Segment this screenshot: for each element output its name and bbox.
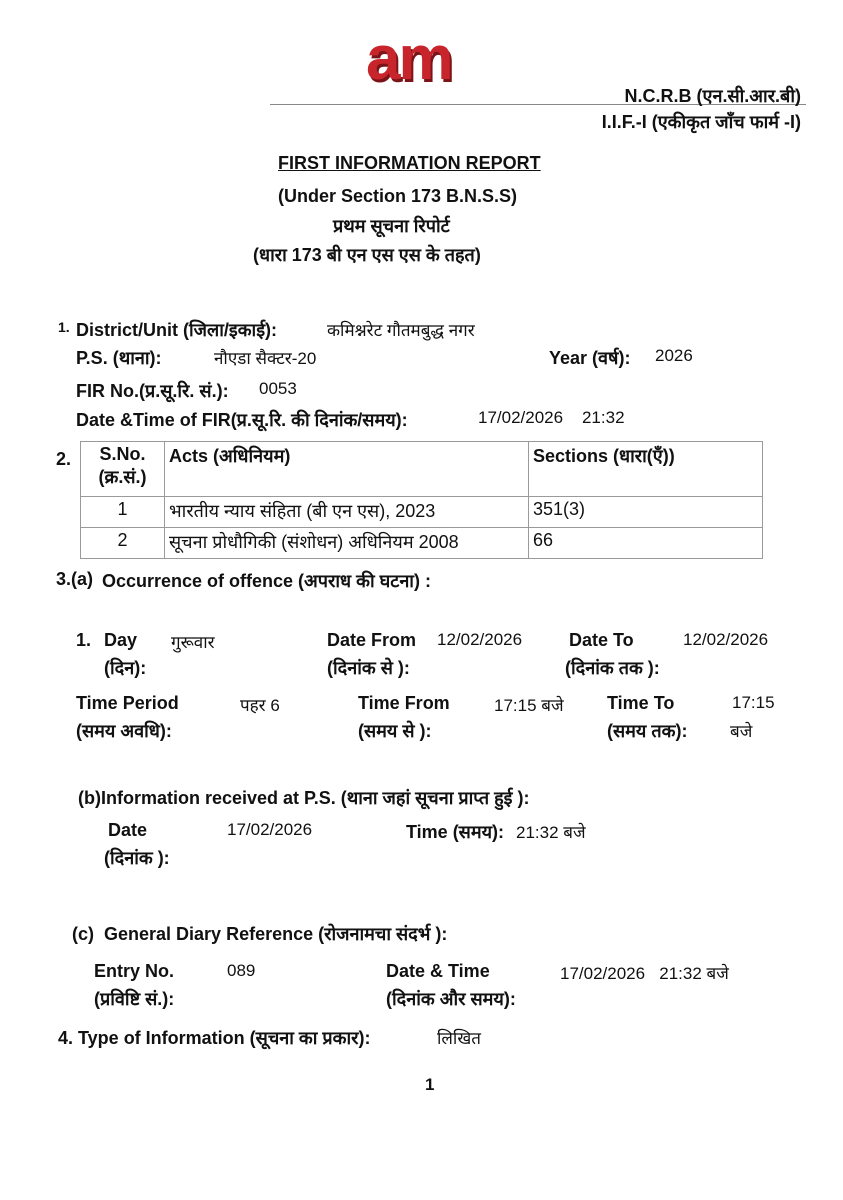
info-type-label: 4. Type of Information (सूचना का प्रकार):: [58, 1028, 371, 1048]
table-row: [81, 528, 763, 559]
fir-value: 0053: [259, 379, 297, 398]
day-label: Day: [104, 630, 138, 650]
day-value: गुरूवार: [171, 633, 215, 652]
time-period-label: Time Period: [76, 693, 179, 713]
page-number: 1: [425, 1075, 435, 1094]
logo: am: [366, 24, 452, 93]
date-from-label-hi: (दिनांक से ):: [327, 658, 410, 678]
date-to-label-hi: (दिनांक तक ):: [565, 658, 660, 678]
iif-label: I.I.F.-I (एकीकृत जाँच फार्म -I): [601, 112, 801, 132]
time-to-label: Time To: [607, 693, 675, 713]
received-date-value: 17/02/2026: [227, 820, 313, 839]
acts-table-header: [81, 442, 763, 497]
diary-datetime-value: 17/02/2026 21:32 बजे: [560, 964, 729, 983]
entry-no-label-hi: (प्रविष्टि सं.):: [94, 989, 175, 1009]
report-title: FIRST INFORMATION REPORT: [278, 153, 541, 173]
acts-table: [80, 441, 763, 559]
sections-header: Sections (धारा(एँ)): [529, 442, 763, 497]
ncrb-label: N.C.R.B (एन.सी.आर.बी): [624, 86, 801, 106]
diary-datetime-label-hi: (दिनांक और समय):: [386, 989, 516, 1009]
diary-datetime-label: Date & Time: [386, 961, 490, 981]
time-to-value-suffix: बजे: [730, 722, 753, 741]
sno-header: [81, 442, 165, 497]
time-period-value: पहर 6: [240, 696, 280, 715]
date-to-value: 12/02/2026: [683, 630, 769, 649]
sno-header-en: S.No.: [99, 444, 146, 464]
item1-number: 1.: [58, 319, 70, 335]
time-from-label-hi: (समय से ):: [358, 721, 432, 741]
received-time-label: Time (समय):: [406, 822, 505, 842]
item2-number: 2.: [56, 449, 72, 469]
info-received-title: (b)Information received at P.S. (थाना जहां सूचना प्राप्त हुई ):: [78, 788, 530, 808]
item3a-label: 3.(a): [56, 569, 94, 589]
row-sno: 2: [81, 528, 165, 559]
entry-no-value: 089: [227, 961, 256, 980]
table-row: [81, 497, 763, 528]
time-from-value: 17:15 बजे: [494, 696, 564, 715]
row-section: 351(3): [529, 497, 763, 528]
diary-reference-title: (c) General Diary Reference (रोजनामचा संदर्भ ):: [72, 924, 448, 944]
row-sno: 1: [81, 497, 165, 528]
ps-label: P.S. (थाना):: [76, 348, 162, 368]
date-to-label: Date To: [569, 630, 634, 650]
district-value: कमिश्नरेट गौतमबुद्ध नगर: [327, 321, 475, 340]
ps-value: नौएडा सैक्टर-20: [214, 349, 317, 368]
row-act: भारतीय न्याय संहिता (बी एन एस), 2023: [165, 497, 529, 528]
fir-label: FIR No.(प्र.सू.रि. सं.):: [76, 381, 229, 401]
year-value: 2026: [655, 346, 693, 365]
time-from-label: Time From: [358, 693, 450, 713]
info-type-value: लिखित: [437, 1029, 481, 1048]
occurrence-title: Occurrence of offence (अपराध की घटना) :: [102, 571, 431, 591]
received-time-value: 21:32 बजे: [516, 823, 586, 842]
year-label: Year (वर्ष):: [549, 348, 631, 368]
day-label-hi: (दिन):: [104, 658, 147, 678]
fir-datetime-value: 17/02/2026 21:32: [478, 408, 625, 427]
report-section-en: (Under Section 173 B.N.S.S): [278, 186, 518, 206]
received-date-label: Date: [108, 820, 148, 840]
sno-header-hi: (क्र.सं.): [98, 467, 147, 487]
row-act: सूचना प्रोधौगिकी (संशोधन) अधिनियम 2008: [165, 528, 529, 559]
report-title-hi: प्रथम सूचना रिपोर्ट: [333, 216, 450, 236]
row-section: 66: [529, 528, 763, 559]
time-to-label-hi: (समय तक):: [607, 721, 688, 741]
received-date-label-hi: (दिनांक ):: [104, 848, 170, 868]
time-period-label-hi: (समय अवधि):: [76, 721, 172, 741]
time-to-value: 17:15: [732, 693, 775, 712]
report-section-hi: (धारा 173 बी एन एस एस के तहत): [253, 245, 481, 265]
district-label: District/Unit (जिला/इकाई):: [76, 320, 278, 340]
entry-no-label: Entry No.: [94, 961, 175, 981]
date-from-value: 12/02/2026: [437, 630, 523, 649]
sub1-number: 1.: [76, 630, 92, 650]
fir-datetime-label: Date &Time of FIR(प्र.सू.रि. की दिनांक/समय):: [76, 410, 408, 430]
acts-header: Acts (अधिनियम): [165, 442, 529, 497]
date-from-label: Date From: [327, 630, 417, 650]
